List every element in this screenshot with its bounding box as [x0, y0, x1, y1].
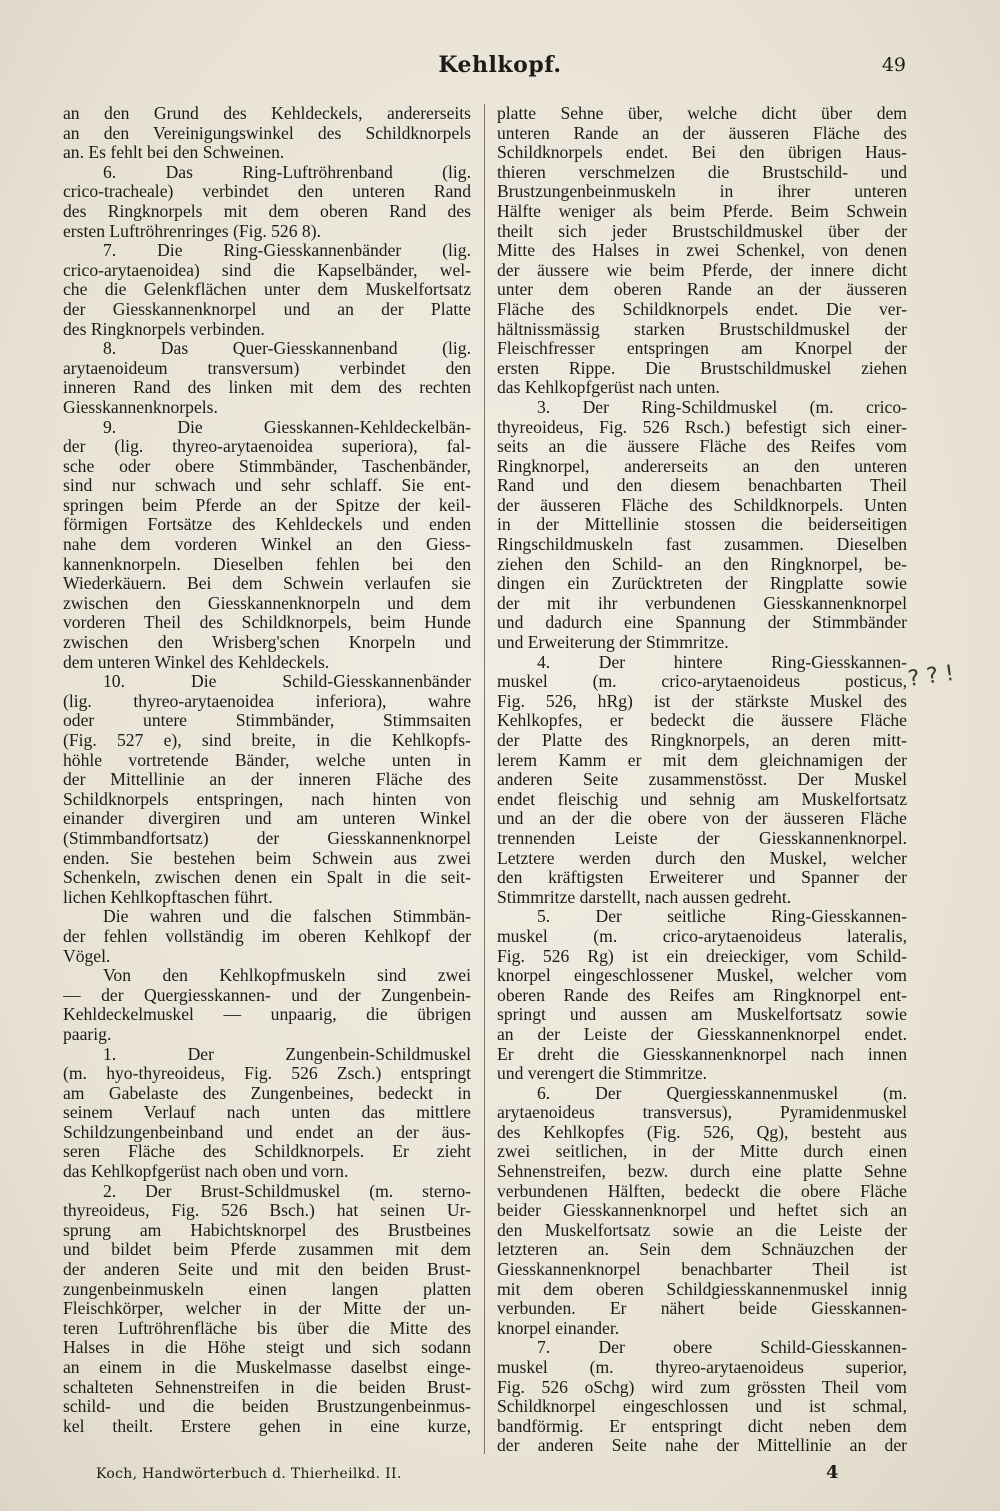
text-line: knorpel einander.: [497, 1318, 620, 1338]
text-line: Schildzungenbeinband und endet an der äus-: [63, 1122, 471, 1142]
text-line: schild- und die beiden Brustzungenbeinmus-: [63, 1397, 471, 1417]
text-line: seren Fläche des Schildknorpels. Er zieht: [63, 1142, 471, 1162]
footer-sheet-number: 4: [826, 1462, 839, 1483]
text-line: der anderen Seite und mit den beiden Brust-: [63, 1260, 471, 1280]
text-line: Stimmritze darstellt, nach aussen gedreht.: [497, 887, 792, 907]
text-line: der anderen Seite nahe der Mittellinie an der: [497, 1436, 907, 1456]
text-line: (m. hyo-thyreoideus, Fig. 526 Zsch.) entspringt: [63, 1064, 471, 1084]
text-line: und dadurch eine Spannung der Stimmbänder: [497, 613, 907, 633]
text-line: ersten Rippe. Die Brustschildmuskel ziehen: [497, 358, 907, 378]
text-line: bandförmig. Er entspringt dicht neben dem: [497, 1416, 907, 1436]
text-line: einander divergiren und am unteren Winkel: [63, 809, 471, 829]
text-line: nahe dem vorderen Winkel an den Giess-: [63, 535, 471, 555]
text-line: sind nur schwach und sehr schlaff. Sie ent-: [63, 476, 471, 496]
footer-signature: Koch, Handwörterbuch d. Thierheilkd. II.: [96, 1466, 402, 1482]
text-line: Fig. 526, hRg) ist der stärkste Muskel des: [497, 691, 907, 711]
text-line: der Mittellinie an der inneren Fläche des: [63, 770, 471, 790]
text-line: Halses in die Höhe steigt und sich sodann: [63, 1338, 471, 1358]
text-line: kel theilt. Erstere gehen in eine kurze,: [63, 1416, 471, 1436]
text-line: sche oder obere Stimmbänder, Taschenbänder,: [63, 456, 471, 476]
text-line: am Gabelaste des Zungenbeines, bedeckt in: [63, 1083, 471, 1103]
text-line: crico-tracheale) verbindet den unteren Rand: [63, 182, 471, 202]
text-line: arytaenoideum transversum) verbindet den: [63, 358, 471, 378]
text-line: Fleischfresser entspringen am Knorpel der: [497, 339, 907, 359]
text-line: 6. Der Quergiesskannenmuskel (m.: [537, 1083, 907, 1103]
text-line: hältnissmässig starken Brustschildmuskel der: [497, 319, 907, 339]
text-line: teren Luftröhrenfläche bis über die Mitte des: [63, 1318, 471, 1338]
text-line: des Ringknorpels verbinden.: [63, 319, 265, 339]
text-line: 7. Der obere Schild-Giesskannen-: [537, 1338, 907, 1358]
text-line: 4. Der hintere Ring-Giesskannen-: [537, 652, 907, 672]
text-line: 6. Das Ring-Luftröhrenband (lig.: [103, 162, 471, 182]
text-line: Die wahren und die falschen Stimmbän-: [103, 907, 471, 927]
text-line: enden. Sie bestehen beim Schwein aus zwei: [63, 848, 471, 868]
text-line: Kehlkopfes, er bedeckt die äussere Fläche: [497, 711, 907, 731]
text-line: an der Leiste der Giesskannenknorpel endet.: [497, 1024, 907, 1044]
text-line: an den Vereinigungswinkel des Schildknorpels: [63, 123, 471, 143]
text-line: arytaenoideus transversus), Pyramidenmuskel: [497, 1103, 907, 1123]
text-line: Schildknorpel eingeschlossen und ist schmal,: [497, 1397, 907, 1417]
text-line: Er dreht die Giesskannenknorpel nach innen: [497, 1044, 907, 1064]
text-line: der äusseren Fläche des Schildknorpels. Unten: [497, 495, 907, 515]
text-line: an den Grund des Kehldeckels, andererseits: [63, 104, 471, 123]
text-line: thyreoideus, Fig. 526 Bsch.) hat seinen Ur-: [63, 1201, 471, 1221]
column-divider: [484, 104, 485, 1454]
text-line: crico-arytaenoidea) sind die Kapselbänder, wel-: [63, 260, 471, 280]
right-column: [497, 104, 907, 1456]
text-line: unteren Rande an der äusseren Fläche des: [497, 123, 907, 143]
text-line: und verengert die Stimmritze.: [497, 1064, 708, 1084]
running-title: Kehlkopf.: [438, 52, 562, 78]
text-line: 8. Das Quer-Giesskannenband (lig.: [103, 339, 471, 359]
text-line: vorderen Theil des Schildknorpels, beim Hunde: [63, 613, 471, 633]
text-line: der mit ihr verbundenen Giesskannenknorpel: [497, 593, 907, 613]
text-line: Schildknorpels entspringen, nach hinten von: [63, 789, 471, 809]
text-line: der (lig. thyreo-arytaenoidea superiora), fal-: [63, 437, 471, 457]
text-line: Vögel.: [63, 946, 111, 966]
text-line: Rand und den diesem benachbarten Theil: [497, 476, 907, 496]
text-line: zwischen den Giesskannenknorpeln und dem: [63, 593, 471, 613]
text-line: Hälfte weniger als beim Pferde. Beim Schwein: [497, 201, 907, 221]
text-line: inneren Rand des linken mit dem des rechten: [63, 378, 471, 398]
text-line: Giesskannenknorpels.: [63, 397, 218, 417]
text-line: kannenknorpeln. Dieselben fehlen bei den: [63, 554, 471, 574]
text-line: oder untere Stimmbänder, Stimmsaiten: [63, 711, 471, 731]
text-line: muskel (m. crico-arytaenoideus lateralis,: [497, 926, 907, 946]
text-line: den Muskelfortsatz sowie an die Leiste der: [497, 1220, 907, 1240]
text-line: das Kehlkopfgerüst nach unten.: [497, 378, 720, 398]
text-line: Fig. 526 oSchg) wird zum grössten Theil vom: [497, 1377, 907, 1397]
text-line: sprung am Habichtsknorpel des Brustbeines: [63, 1220, 471, 1240]
text-line: dingen ein Zurücktreten der Ringplatte sowie: [497, 574, 907, 594]
text-line: Fig. 526 Rg) ist ein dreieckiger, vom Schild-: [497, 946, 907, 966]
text-line: 10. Die Schild-Giesskannenbänder: [103, 672, 471, 692]
text-line: an einem in die Muskelmasse daselbst einge-: [63, 1358, 471, 1377]
text-line: zwei seitlichen, in der Mitte durch einen: [497, 1142, 907, 1162]
text-line: verbunden. Er nähert beide Giesskannen-: [497, 1299, 907, 1319]
text-line: theilt sich jeder Brustschildmuskel über der: [497, 221, 907, 241]
text-line: Fläche des Schildknorpels endet. Die ver-: [497, 299, 907, 319]
text-line: unter dem oberen Rande an der äusseren: [497, 280, 907, 300]
text-line: (Fig. 527 e), sind breite, in die Kehlkopfs-: [63, 731, 471, 750]
text-line: 9. Die Giesskannen-Kehldeckelbän-: [103, 417, 471, 437]
text-line: schalteten Sehnenstreifen in die beiden Brust-: [63, 1377, 471, 1397]
text-line: Ringknorpel, andererseits an den unteren: [497, 456, 907, 476]
text-line: — der Quergiesskannen- und der Zungenbein-: [63, 985, 471, 1005]
text-line: Schenkeln, zwischen denen ein Spalt in die seit-: [63, 868, 471, 888]
text-line: der Platte des Ringknorpels, an deren mitt-: [497, 731, 907, 750]
text-line: Giesskannenknorpel benachbarter Theil ist: [497, 1260, 907, 1280]
text-line: zwischen den Wrisberg'schen Knorpeln und: [63, 633, 471, 653]
text-line: lichen Kehlkopftaschen führt.: [63, 887, 273, 907]
text-line: Mitte des Halses in zwei Schenkel, von denen: [497, 241, 907, 261]
text-line: seinem Verlauf nach unten das mittlere: [63, 1103, 471, 1123]
text-line: und an der die obere von der äusseren Fläche: [497, 809, 907, 829]
text-line: ziehen den Schild- an den Ringknorpel, be-: [497, 554, 907, 574]
text-line: und bildet beim Pferde zusammen mit dem: [63, 1240, 471, 1260]
text-line: anderen Seite zusammenstösst. Der Muskel: [497, 770, 907, 790]
text-line: verbundenen Hälften, bedeckt die obere Fläche: [497, 1181, 907, 1201]
left-column: [63, 104, 471, 1436]
text-line: zungenbeinmuskeln einen langen platten: [63, 1279, 471, 1299]
text-line: Von den Kehlkopfmuskeln sind zwei: [103, 966, 471, 986]
text-line: Fleischkörper, welcher in der Mitte der un-: [63, 1299, 471, 1319]
text-line: dem unteren Winkel des Kehldeckels.: [63, 652, 330, 672]
text-line: und Erweiterung der Stimmritze.: [497, 633, 729, 653]
text-line: (lig. thyreo-arytaenoidea inferiora), wahre: [63, 691, 471, 711]
text-line: in der Mittellinie stossen die beiderseitigen: [497, 515, 907, 535]
text-line: Brustzungenbeinmuskeln in ihrer unteren: [497, 182, 907, 202]
text-line: seits an die äussere Fläche des Reifes vom: [497, 437, 907, 457]
page-number: 49: [881, 54, 906, 76]
text-line: den kräftigsten Erweiterer und Spanner der: [497, 868, 907, 888]
text-line: lerem Kamm er mit dem gleichnamigen der: [497, 750, 907, 770]
text-line: ersten Luftröhrenringes (Fig. 526 8).: [63, 221, 321, 241]
text-line: endet fleischig und sehnig am Muskelfortsatz: [497, 789, 907, 809]
text-line: letzteren an. Sein dem Schnäuzchen der: [497, 1240, 907, 1260]
text-line: 7. Die Ring-Giesskannenbänder (lig.: [103, 241, 471, 261]
text-line: der Giesskannenknorpel und an der Platte: [63, 299, 471, 319]
text-line: beider Giesskannenknorpel und heftet sich an: [497, 1201, 907, 1221]
text-line: springen beim Pferde an der Spitze der keil-: [63, 495, 471, 515]
text-line: (Stimmbandfortsatz) der Giesskannenknorpel: [63, 828, 471, 848]
text-line: thyreoideus, Fig. 526 Rsch.) befestigt sich einer-: [497, 417, 907, 437]
text-line: des Kehlkopfes (Fig. 526, Qg), besteht aus: [497, 1122, 907, 1142]
text-line: 3. Der Ring-Schildmuskel (m. crico-: [537, 397, 907, 417]
text-line: der äussere wie beim Pferde, der innere dicht: [497, 260, 907, 280]
text-line: platte Sehne über, welche dicht über dem: [497, 104, 907, 123]
text-line: an. Es fehlt bei den Schweinen.: [63, 143, 285, 163]
text-line: knorpel eingeschlossener Muskel, welcher vom: [497, 966, 907, 986]
text-line: springt und aussen am Muskelfortsatz sowie: [497, 1005, 907, 1025]
text-line: Kehldeckelmuskel — unpaarig, die übrigen: [63, 1005, 471, 1025]
text-line: muskel (m. crico-arytaenoideus posticus,: [497, 672, 907, 692]
text-line: paarig.: [63, 1024, 112, 1044]
text-line: che die Gelenkflächen unter dem Muskelfortsatz: [63, 280, 471, 300]
text-line: 2. Der Brust-Schildmuskel (m. sterno-: [103, 1181, 471, 1201]
text-line: Letztere werden durch den Muskel, welcher: [497, 848, 907, 868]
text-line: 5. Der seitliche Ring-Giesskannen-: [537, 907, 907, 927]
text-line: des Ringknorpels mit dem oberen Rand des: [63, 201, 471, 221]
text-line: Schildknorpels endet. Bei den übrigen Haus-: [497, 143, 907, 163]
text-line: das Kehlkopfgerüst nach oben und vorn.: [63, 1162, 349, 1182]
text-line: thieren verschmelzen die Brustschild- und: [497, 162, 907, 182]
text-line: Wiederkäuern. Bei dem Schwein verlaufen sie: [63, 574, 471, 594]
text-line: förmigen Fortsätze des Kehldeckels und enden: [63, 515, 471, 535]
text-line: trennenden Leiste der Giesskannenknorpel.: [497, 828, 907, 848]
text-line: 1. Der Zungenbein-Schildmuskel: [103, 1044, 471, 1064]
text-line: mit dem oberen Schildgiesskannenmuskel innig: [497, 1279, 907, 1299]
text-line: Ringschildmuskeln fast zusammen. Dieselben: [497, 535, 907, 555]
text-line: der fehlen vollständig im oberen Kehlkopf der: [63, 926, 471, 946]
handwritten-margin-note: ? ? !: [906, 660, 956, 693]
text-line: Sehnenstreifen, bezw. durch eine platte Sehne: [497, 1162, 907, 1182]
text-line: oberen Rande des Reifes am Ringknorpel ent-: [497, 985, 907, 1005]
text-line: höhle vortretende Bänder, welche unten in: [63, 750, 471, 770]
text-line: muskel (m. thyreo-arytaenoideus superior,: [497, 1358, 907, 1377]
